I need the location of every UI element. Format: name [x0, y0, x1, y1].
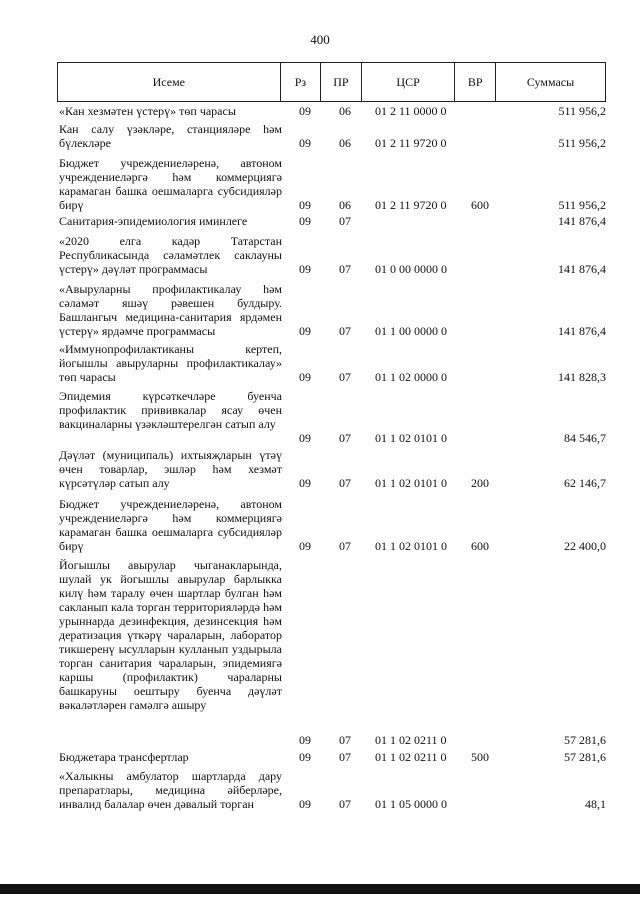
row-csr: 01 1 02 0000 0	[375, 370, 447, 384]
row-rz: 09	[299, 324, 311, 338]
table-row	[57, 214, 606, 228]
table-row	[57, 497, 606, 553]
row-name: «Халыкны амбулатор шартларда дару препаратлары, медицина әйберләре, инвалид балалар өчен дәвалый торган	[59, 769, 282, 811]
row-pr: 06	[339, 104, 351, 118]
row-rz: 09	[299, 104, 311, 118]
row-vr: 200	[471, 476, 489, 490]
row-rz: 09	[299, 198, 311, 212]
table-row	[57, 282, 606, 338]
table-row	[57, 750, 606, 764]
row-pr: 07	[339, 214, 351, 228]
row-csr: 01 2 11 9720 0	[375, 198, 447, 212]
row-csr: 01 1 05 0000 0	[375, 797, 447, 811]
row-csr: 01 1 02 0101 0	[375, 431, 447, 445]
row-sum: 84 546,7	[564, 431, 606, 445]
row-name: Бюджет учреждениеләренә, автоном учреждениеләргә һәм коммерциягә карамаган башка оешмаларга субсидияләр бирү	[59, 497, 282, 553]
row-name: Йогышлы авырулар чыганакларында, шулай ук йогышлы авырулар барлыкка килү һәм таралу өчен шартлар булган һәм сакланып кала торган территорияләрдә һәм урыннарда дезинфекция, дезинсекция һәм дератизация үткәрү чараларын, лаборатор тикшеренү ысулларын кулланып уздырыла торган санитария чараларын, эпидемиягә каршы (профилактик) чараларны башкаруны оештыру буенча дәүләт вәкаләтләрен гамәлгә ашыру	[59, 558, 282, 712]
row-csr: 01 2 11 0000 0	[375, 104, 447, 118]
row-pr: 07	[339, 750, 351, 764]
row-rz: 09	[299, 431, 311, 445]
row-csr: 01 2 11 9720 0	[375, 136, 447, 150]
row-name: «2020 елга кадәр Татарстан Республикасында сәламәтлек саклауны үстерү» дәүләт программасы	[59, 234, 282, 276]
row-pr: 07	[339, 370, 351, 384]
header-vr: ВР	[455, 63, 496, 102]
row-name: «Авыруларны профилактикалау һәм сәламәт яшәү рәвешен булдыру. Башлангыч медицина-санитария ярдәмен үстерү» ярдәмче программасы	[59, 282, 282, 338]
row-sum: 141 876,4	[558, 262, 606, 276]
table-row	[57, 234, 606, 276]
row-name: Санитария-эпидемиология иминлеге	[59, 214, 248, 228]
row-name: «Кан хезмәтен үстерү» төп чарасы	[59, 104, 236, 118]
row-pr: 07	[339, 476, 351, 490]
row-rz: 09	[299, 539, 311, 553]
row-rz: 09	[299, 370, 311, 384]
row-name: Бюджетара трансфертлар	[59, 750, 189, 764]
row-sum: 141 876,4	[558, 214, 606, 228]
row-name: Бюджет учреждениеләренә, автоном учреждениеләргә һәм коммерциягә карамаган башка оешмаларга субсидияләр бирү	[59, 156, 282, 212]
row-rz: 09	[299, 476, 311, 490]
header-csr: ЦСР	[361, 63, 455, 102]
row-pr: 06	[339, 198, 351, 212]
row-name: Эпидемия күрсәткечләре буенча профилактик прививкалар ясау өчен вакциналарны үзәкләштерелгән сатып алу	[59, 389, 282, 431]
table-row	[57, 156, 606, 212]
row-name: «Иммунопрофилактиканы кертеп, йогышлы авыруларны профилактикалау» төп чарасы	[59, 342, 282, 384]
row-csr: 01 1 02 0101 0	[375, 539, 447, 553]
row-name: Дәүләт (муниципаль) ихтыяҗларын үтәү өчен товарлар, эшләр һәм хезмәт күрсәтүләр сатып алу	[59, 448, 282, 490]
row-name: Кан салу үзәкләре, станцияләре һәм бүлекләре	[59, 122, 282, 150]
row-vr: 600	[471, 198, 489, 212]
row-csr: 01 1 02 0211 0	[375, 733, 447, 747]
header-sum: Суммасы	[496, 63, 606, 102]
row-csr: 01 1 02 0101 0	[375, 476, 447, 490]
row-rz: 09	[299, 733, 311, 747]
page-number: 400	[310, 32, 330, 47]
table-row	[57, 342, 606, 384]
row-rz: 09	[299, 262, 311, 276]
row-rz: 09	[299, 750, 311, 764]
row-sum: 22 400,0	[564, 539, 606, 553]
row-pr: 07	[339, 431, 351, 445]
row-sum: 511 956,2	[558, 198, 606, 212]
row-sum: 57 281,6	[564, 750, 606, 764]
row-csr: 01 0 00 0000 0	[375, 262, 447, 276]
row-sum: 57 281,6	[564, 733, 606, 747]
row-rz: 09	[299, 214, 311, 228]
row-rz: 09	[299, 136, 311, 150]
row-sum: 511 956,2	[558, 104, 606, 118]
row-sum: 511 956,2	[558, 136, 606, 150]
row-rz: 09	[299, 797, 311, 811]
row-sum: 48,1	[585, 797, 606, 811]
table-row	[57, 389, 606, 445]
row-csr: 01 1 00 0000 0	[375, 324, 447, 338]
row-sum: 141 828,3	[558, 370, 606, 384]
row-pr: 07	[339, 797, 351, 811]
row-pr: 06	[339, 136, 351, 150]
table-row	[57, 448, 606, 490]
row-pr: 07	[339, 262, 351, 276]
header-rz: Рз	[280, 63, 321, 102]
row-pr: 07	[339, 324, 351, 338]
scan-bottom-border	[0, 884, 640, 894]
table-row	[57, 769, 606, 811]
table-row	[57, 104, 606, 118]
table-row	[57, 558, 606, 747]
table-row	[57, 122, 606, 150]
table-header	[57, 62, 606, 102]
row-sum: 141 876,4	[558, 324, 606, 338]
row-vr: 500	[471, 750, 489, 764]
header-name: Исеме	[58, 63, 281, 102]
header-pr: ПР	[321, 63, 362, 102]
row-sum: 62 146,7	[564, 476, 606, 490]
row-pr: 07	[339, 733, 351, 747]
row-csr: 01 1 02 0211 0	[375, 750, 447, 764]
row-pr: 07	[339, 539, 351, 553]
row-vr: 600	[471, 539, 489, 553]
